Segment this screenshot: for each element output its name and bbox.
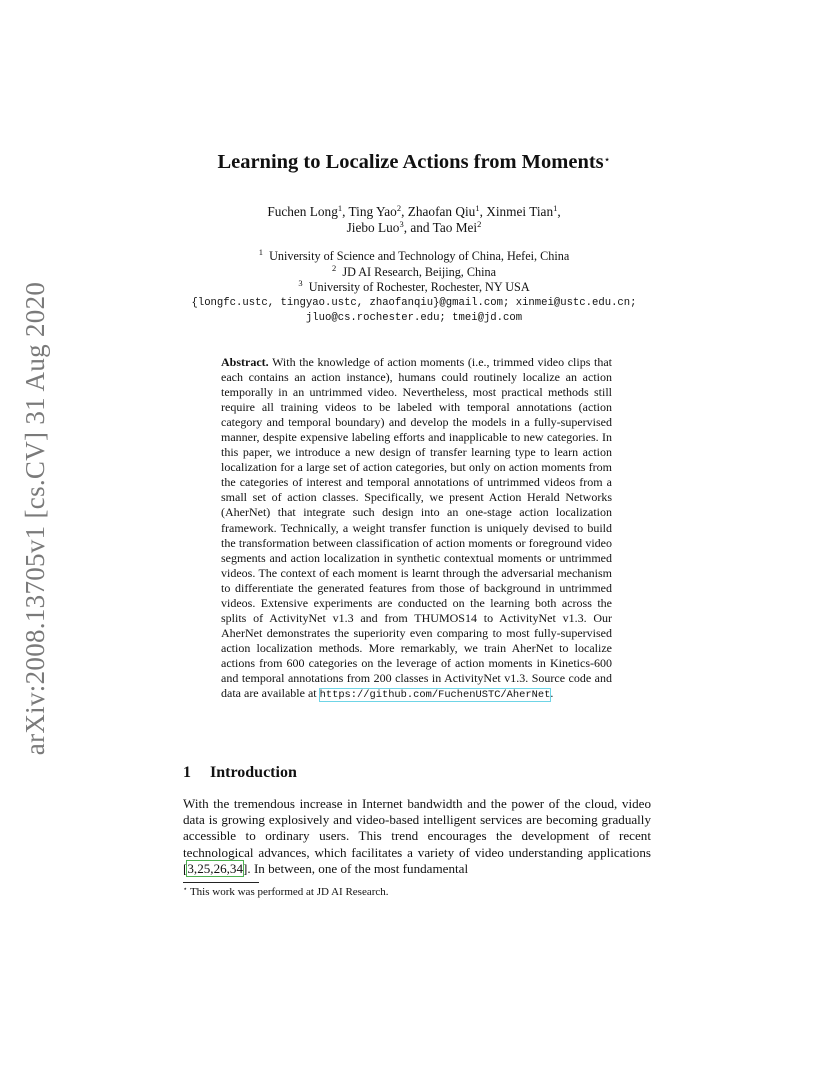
abstract (221, 355, 612, 703)
affiliation-text: JD AI Research, Beijing, China (342, 264, 496, 279)
affiliation-text: University of Science and Technology of China, Hefei, China (269, 249, 570, 263)
author-affil-mark: 1 (337, 203, 343, 213)
citation-link[interactable]: 3,25,26,34 (187, 860, 244, 876)
author-affil-mark: 3 (399, 219, 404, 229)
arxiv-identifier-stamp (14, 278, 58, 758)
affiliation-mark: 2 (331, 262, 337, 273)
affiliations-block (0, 249, 828, 327)
abstract-label: Abstract. (221, 355, 269, 369)
introduction-paragraph (183, 796, 651, 877)
author-affil-mark: 2 (477, 219, 482, 229)
paper-title (0, 151, 828, 174)
affiliation-line (0, 280, 828, 296)
affiliation-line (0, 249, 828, 265)
author-separator: , (557, 204, 561, 219)
author-name: Tao Mei (432, 220, 478, 235)
author-name: Jiebo Luo (346, 220, 400, 235)
intro-text: With the tremendous increase in Internet bandwidth and the power of the cloud, video data is growing explosively and video-based intelligent services are becoming gradually accessible to ordinary users. This trend encourages the development of recent technological advances, which facilitates a variety of video understanding applications [ (183, 796, 651, 876)
footnote-text: This work was performed at JD AI Research. (189, 886, 389, 898)
author-affil-mark: 2 (396, 203, 402, 213)
intro-text-continued: ]. In between, one of the most fundamental (243, 860, 469, 876)
author-list (0, 204, 828, 236)
abstract-text: With the knowledge of action moments (i.e., trimmed video clips that each contains an action instance), humans could routinely localize an action temporally in an untrimmed video. Nevertheless, most practical methods still require all training videos to be labeled with temporal annotations (action category and temporal boundary) and develop the models in a fully-supervised manner, despite expensive labeling efforts and inapplicable to new categories. In this paper, we introduce a new design of transfer learning type to learn action localization for a large set of action categories, but only on action moments from the categories of interest and temporal annotations of untrimmed videos from a small set of action classes. Specifically, we present Action Herald Networks (AherNet) that integrate such design into an one-stage action localization framework. Technically, a weight transfer function is uniquely devised to build the transformation between classification of action moments or foreground video segments and action localization in synthetic contextual moments or untrimmed videos. The context of each moment is learnt through the adversarial mechanism to differentiate the generated features from those of background in untrimmed videos. Extensive experiments are conducted on the learning both across the splits of ActivityNet v1.3 and from THUMOS14 to ActivityNet v1.3. Our AherNet demonstrates the superiority even comparing to most fully-supervised action localization methods. More remarkably, we train AherNet to localize actions from 600 categories on the leverage of action moments in Kinetics-600 and temporal annotations from 200 classes in ActivityNet v1.3. Source code and data are available at (221, 355, 612, 701)
affiliation-text: University of Rochester, Rochester, NY USA (308, 280, 530, 294)
section-title: Introduction (210, 764, 297, 781)
affiliation-mark: 3 (298, 278, 303, 288)
title-footnote-mark: ⋆ (603, 154, 611, 166)
footnote-divider (183, 882, 259, 883)
email-line-2: jluo@cs.rochester.edu; tmei@jd.com (305, 312, 523, 324)
email-line-1: {longfc.ustc, tingyao.ustc, zhaofanqiu}@gmail.com; xinmei@ustc.edu.cn; (191, 296, 637, 309)
author-separator: , and (403, 220, 433, 235)
abstract-end: . (550, 686, 554, 701)
author-name: Fuchen Long (267, 204, 338, 219)
author-line-1 (0, 204, 828, 220)
arxiv-identifier: arXiv:2008.13705v1 [cs.CV] 31 Aug 2020 (20, 281, 51, 755)
author-affil-mark: 1 (475, 203, 480, 213)
author-line-2 (0, 220, 828, 236)
section-heading (183, 764, 297, 782)
author-affil-mark: 1 (553, 203, 558, 213)
author-name: Xinmei Tian (486, 204, 554, 219)
author-separator: , (401, 204, 408, 219)
author-name: Ting Yao (348, 204, 397, 219)
author-separator: , (479, 204, 487, 219)
title-text: Learning to Localize Actions from Moments (217, 151, 604, 173)
author-separator: , (342, 204, 349, 219)
footnote-mark: ⋆ (183, 885, 188, 893)
section-number: 1 (183, 764, 191, 781)
author-name: Zhaofan Qiu (407, 204, 476, 219)
footnote (183, 886, 389, 898)
source-code-link[interactable]: https://github.com/FuchenUSTC/AherNet (319, 689, 551, 702)
affiliation-line (0, 262, 828, 281)
affiliation-mark: 1 (258, 247, 263, 257)
